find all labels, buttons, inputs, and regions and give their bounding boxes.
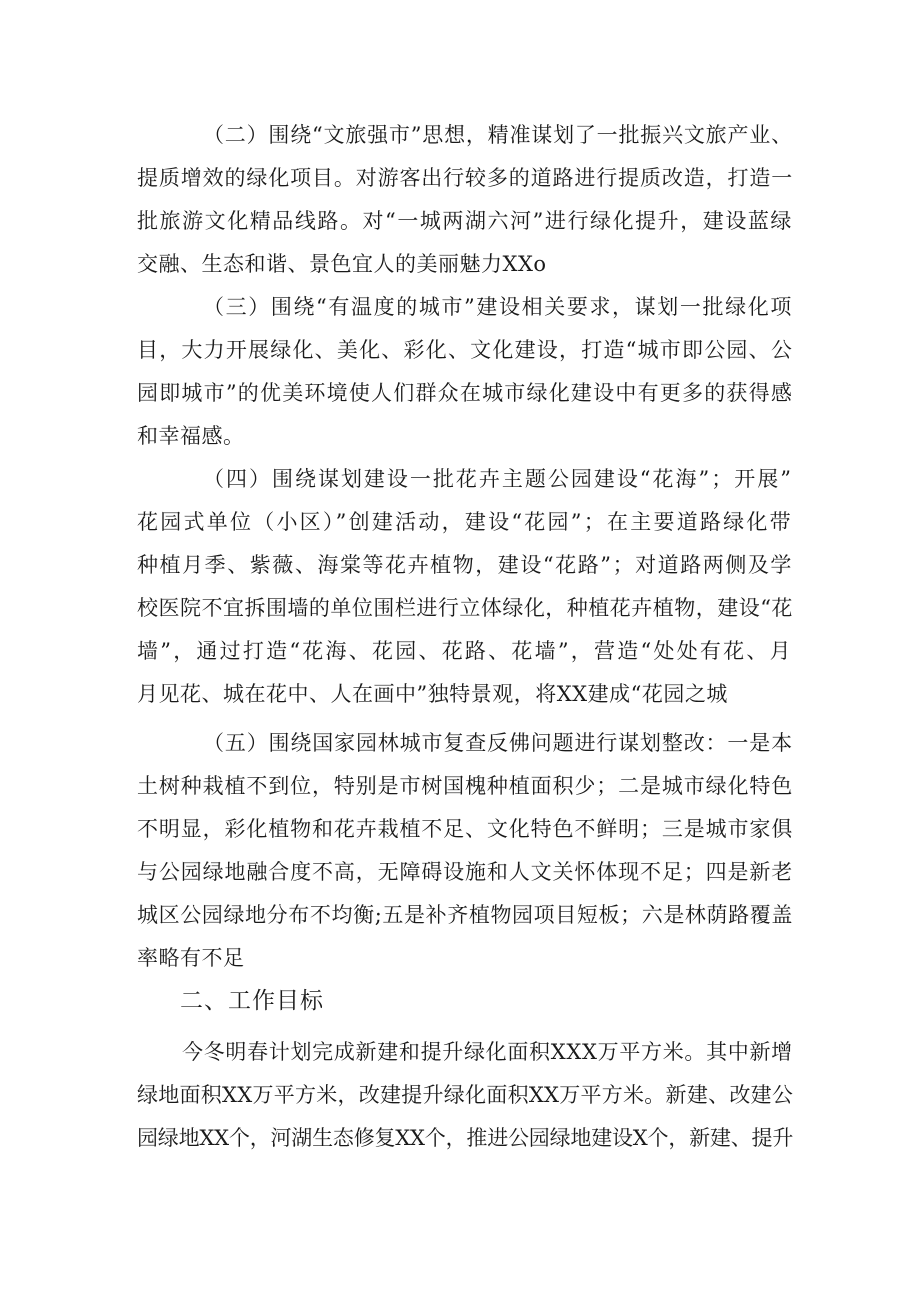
paragraph-line: 不明显，彩化植物和花卉栽植不足、文化特色不鲜明；三是城市家俱 [137, 817, 794, 841]
paragraph-line: 城区公园绿地分布不均衡;五是补齐植物园项目短板；六是林荫路覆盖 [137, 903, 793, 927]
paragraph-line: 绿地面积XX万平方米，改建提升绿化面积XX万平方米。新建、改建公 [137, 1083, 794, 1107]
paragraph-line: 种植月季、紫薇、海棠等花卉植物，建设“花路”；对道路两侧及学 [137, 553, 793, 577]
paragraph-line: 园即城市”的优美环境使人们群众在城市绿化建设中有更多的获得感 [137, 381, 794, 405]
paragraph-line: （四）围绕谋划建设一批花卉主题公园建设“花海”；开展” [203, 467, 793, 491]
paragraph-line: 园绿地XX个，河湖生态修复XX个，推进公园绿地建设X个，新建、提升 [137, 1126, 794, 1150]
paragraph-line: 墙”，通过打造“花海、花园、花路、花墙”，营造“处处有花、月 [137, 639, 793, 663]
paragraph-line: 校医院不宜拆围墙的单位围栏进行立体绿化，种植花卉植物，建设“花 [137, 596, 793, 620]
paragraph-line: 与公园绿地融合度不高，无障碍设施和人文关怀体现不足；四是新老 [137, 860, 794, 884]
paragraph-line: （五）围绕国家园林城市复查反佛问题进行谋划整改：一是本 [203, 731, 793, 755]
paragraph-line: 交融、生态和谐、景色宜人的美丽魅力XXo [137, 252, 547, 276]
paragraph-line: 和幸福感。 [137, 424, 245, 448]
paragraph-line: 花园式单位（小区）”创建活动，建设“花园”；在主要道路绿化带 [137, 510, 793, 534]
paragraph-line: （三）围绕“有温度的城市”建设相关要求，谋划一批绿化项 [203, 295, 793, 319]
paragraph-line: 批旅游文化精品线路。对“一城两湖六河”进行绿化提升，建设蓝绿 [137, 209, 793, 233]
paragraph-line: 月见花、城在花中、人在画中”独特景观，将XX建成“花园之城 [137, 682, 728, 706]
paragraph-line: 率略有不足 [137, 946, 245, 970]
paragraph-line: （二）围绕“文旅强市”思想，精准谋划了一批振兴文旅产业、 [203, 123, 793, 147]
paragraph-line: 土树种栽植不到位，特别是市树国槐种植面积少；二是城市绿化特色 [137, 774, 794, 798]
section-heading: 二、工作目标 [180, 988, 324, 1014]
paragraph-line: 目，大力开展绿化、美化、彩化、文化建设，打造“城市即公园、公 [137, 338, 794, 362]
paragraph-line: 提质增效的绿化项目。对游客出行较多的道路进行提质改造，打造一 [137, 166, 794, 190]
paragraph-line: 今冬明春计划完成新建和提升绿化面积XXX万平方米。其中新增 [182, 1040, 793, 1064]
